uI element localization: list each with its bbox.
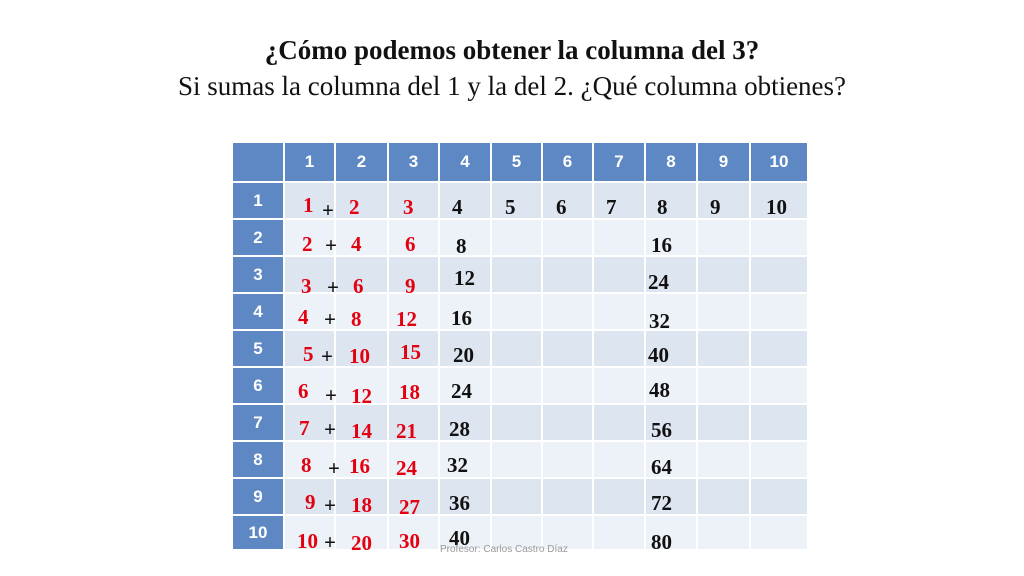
col8-value: 64 [651, 455, 672, 479]
table-cell [336, 294, 389, 331]
col2-value: 6 [353, 274, 364, 298]
table-cell [492, 294, 543, 331]
table-cell [698, 220, 751, 257]
column-header: 5 [492, 143, 543, 183]
table-cell [543, 442, 594, 479]
table-cell [594, 442, 646, 479]
col2-value: 8 [351, 307, 362, 331]
plus-sign: + [327, 275, 339, 299]
table-cell [751, 516, 809, 551]
table-cell [492, 257, 543, 294]
row-header: 9 [233, 479, 285, 516]
row1-col10-value: 10 [766, 195, 787, 219]
table-cell [751, 479, 809, 516]
table-cell [751, 331, 809, 368]
col4-value: 24 [451, 379, 472, 403]
table-cell [698, 257, 751, 294]
col4-value: 4 [452, 195, 463, 219]
table-cell [336, 183, 389, 220]
table-cell [543, 257, 594, 294]
column-header: 10 [751, 143, 809, 183]
col2-value: 2 [349, 195, 360, 219]
col1-value: 10 [297, 529, 318, 553]
table-cell [336, 220, 389, 257]
table-cell [492, 331, 543, 368]
col2-value: 14 [351, 419, 372, 443]
table-cell [646, 183, 698, 220]
table-cell [751, 257, 809, 294]
plus-sign: + [324, 493, 336, 517]
col3-value: 6 [405, 232, 416, 256]
plus-sign: + [328, 456, 340, 480]
col4-value: 8 [456, 234, 467, 258]
col1-value: 5 [303, 342, 314, 366]
col3-value: 12 [396, 307, 417, 331]
page-subtitle: Si sumas la columna del 1 y la del 2. ¿Qué columna obtienes? [177, 71, 847, 101]
col4-value: 12 [454, 266, 475, 290]
col2-value: 4 [351, 232, 362, 256]
row-header: 4 [233, 294, 285, 331]
row1-col6-value: 6 [556, 195, 567, 219]
col8-value: 32 [649, 309, 670, 333]
row-header: 3 [233, 257, 285, 294]
column-header: 9 [698, 143, 751, 183]
plus-sign: + [325, 383, 337, 407]
col1-value: 3 [301, 274, 312, 298]
col3-value: 3 [403, 195, 414, 219]
col4-value: 36 [449, 491, 470, 515]
row-header: 8 [233, 442, 285, 479]
table-cell [543, 220, 594, 257]
table-cell [751, 368, 809, 405]
table-cell [594, 294, 646, 331]
row-header: 1 [233, 183, 285, 220]
row1-col7-value: 7 [606, 195, 617, 219]
table-cell [492, 479, 543, 516]
table-cell [698, 442, 751, 479]
table-cell [751, 442, 809, 479]
col1-value: 8 [301, 453, 312, 477]
row-header: 5 [233, 331, 285, 368]
col8-value: 72 [651, 491, 672, 515]
table-cell [698, 479, 751, 516]
table-cell [543, 405, 594, 442]
column-header: 4 [440, 143, 492, 183]
table-cell [492, 442, 543, 479]
table-cell [440, 183, 492, 220]
page-title: ¿Cómo podemos obtener la columna del 3? [264, 35, 760, 65]
column-header: 2 [336, 143, 389, 183]
plus-sign: + [322, 198, 334, 222]
col8-value: 40 [648, 343, 669, 367]
table-cell [698, 331, 751, 368]
table-cell [543, 294, 594, 331]
col3-value: 21 [396, 419, 417, 443]
col8-value: 16 [651, 233, 672, 257]
column-header: 7 [594, 143, 646, 183]
table-cell [698, 294, 751, 331]
col4-value: 20 [453, 343, 474, 367]
plus-sign: + [325, 233, 337, 257]
table-cell [594, 516, 646, 551]
row-header: 10 [233, 516, 285, 551]
col1-value: 6 [298, 379, 309, 403]
table-cell [492, 183, 543, 220]
table-cell [594, 368, 646, 405]
col2-value: 16 [349, 454, 370, 478]
table-cell [594, 220, 646, 257]
table-cell [698, 405, 751, 442]
row-header: 6 [233, 368, 285, 405]
col3-value: 15 [400, 340, 421, 364]
col1-value: 7 [299, 416, 310, 440]
table-cell [751, 294, 809, 331]
col4-value: 16 [451, 306, 472, 330]
col1-value: 4 [298, 305, 309, 329]
table-cell [594, 331, 646, 368]
col8-value: 80 [651, 530, 672, 554]
table-cell [543, 368, 594, 405]
table-cell [492, 220, 543, 257]
plus-sign: + [324, 530, 336, 554]
plus-sign: + [324, 307, 336, 331]
col1-value: 1 [303, 193, 314, 217]
col2-value: 18 [351, 493, 372, 517]
table-cell [594, 257, 646, 294]
table-cell [698, 516, 751, 551]
col8-value: 8 [657, 195, 668, 219]
col8-value: 48 [649, 378, 670, 402]
column-header: 8 [646, 143, 698, 183]
table-cell [389, 183, 440, 220]
row-header: 2 [233, 220, 285, 257]
col1-value: 9 [305, 490, 316, 514]
table-cell [543, 183, 594, 220]
column-header: 1 [285, 143, 336, 183]
table-cell [492, 368, 543, 405]
row-header: 7 [233, 405, 285, 442]
table-cell [751, 220, 809, 257]
col4-value: 32 [447, 453, 468, 477]
col4-value: 28 [449, 417, 470, 441]
col2-value: 20 [351, 531, 372, 555]
table-cell [698, 183, 751, 220]
col2-value: 10 [349, 344, 370, 368]
table-cell [751, 405, 809, 442]
table-cell [698, 368, 751, 405]
col8-value: 56 [651, 418, 672, 442]
table-cell [492, 405, 543, 442]
col3-value: 18 [399, 380, 420, 404]
table-cell [594, 479, 646, 516]
col4-value: 40 [449, 526, 470, 550]
col3-value: 27 [399, 495, 420, 519]
row1-col9-value: 9 [710, 195, 721, 219]
table-cell [594, 405, 646, 442]
plus-sign: + [324, 417, 336, 441]
multiplication-table [233, 143, 809, 555]
table-cell [543, 479, 594, 516]
table-cell [594, 183, 646, 220]
row1-col5-value: 5 [505, 195, 516, 219]
column-header: 6 [543, 143, 594, 183]
corner-cell [233, 143, 285, 183]
col3-value: 24 [396, 456, 417, 480]
col1-value: 2 [302, 232, 313, 256]
col3-value: 30 [399, 529, 420, 553]
table-cell [543, 331, 594, 368]
footer-credit: Profesor: Carlos Castro Díaz [440, 544, 568, 555]
column-header: 3 [389, 143, 440, 183]
plus-sign: + [321, 344, 333, 368]
col3-value: 9 [405, 274, 416, 298]
col2-value: 12 [351, 384, 372, 408]
col8-value: 24 [648, 270, 669, 294]
